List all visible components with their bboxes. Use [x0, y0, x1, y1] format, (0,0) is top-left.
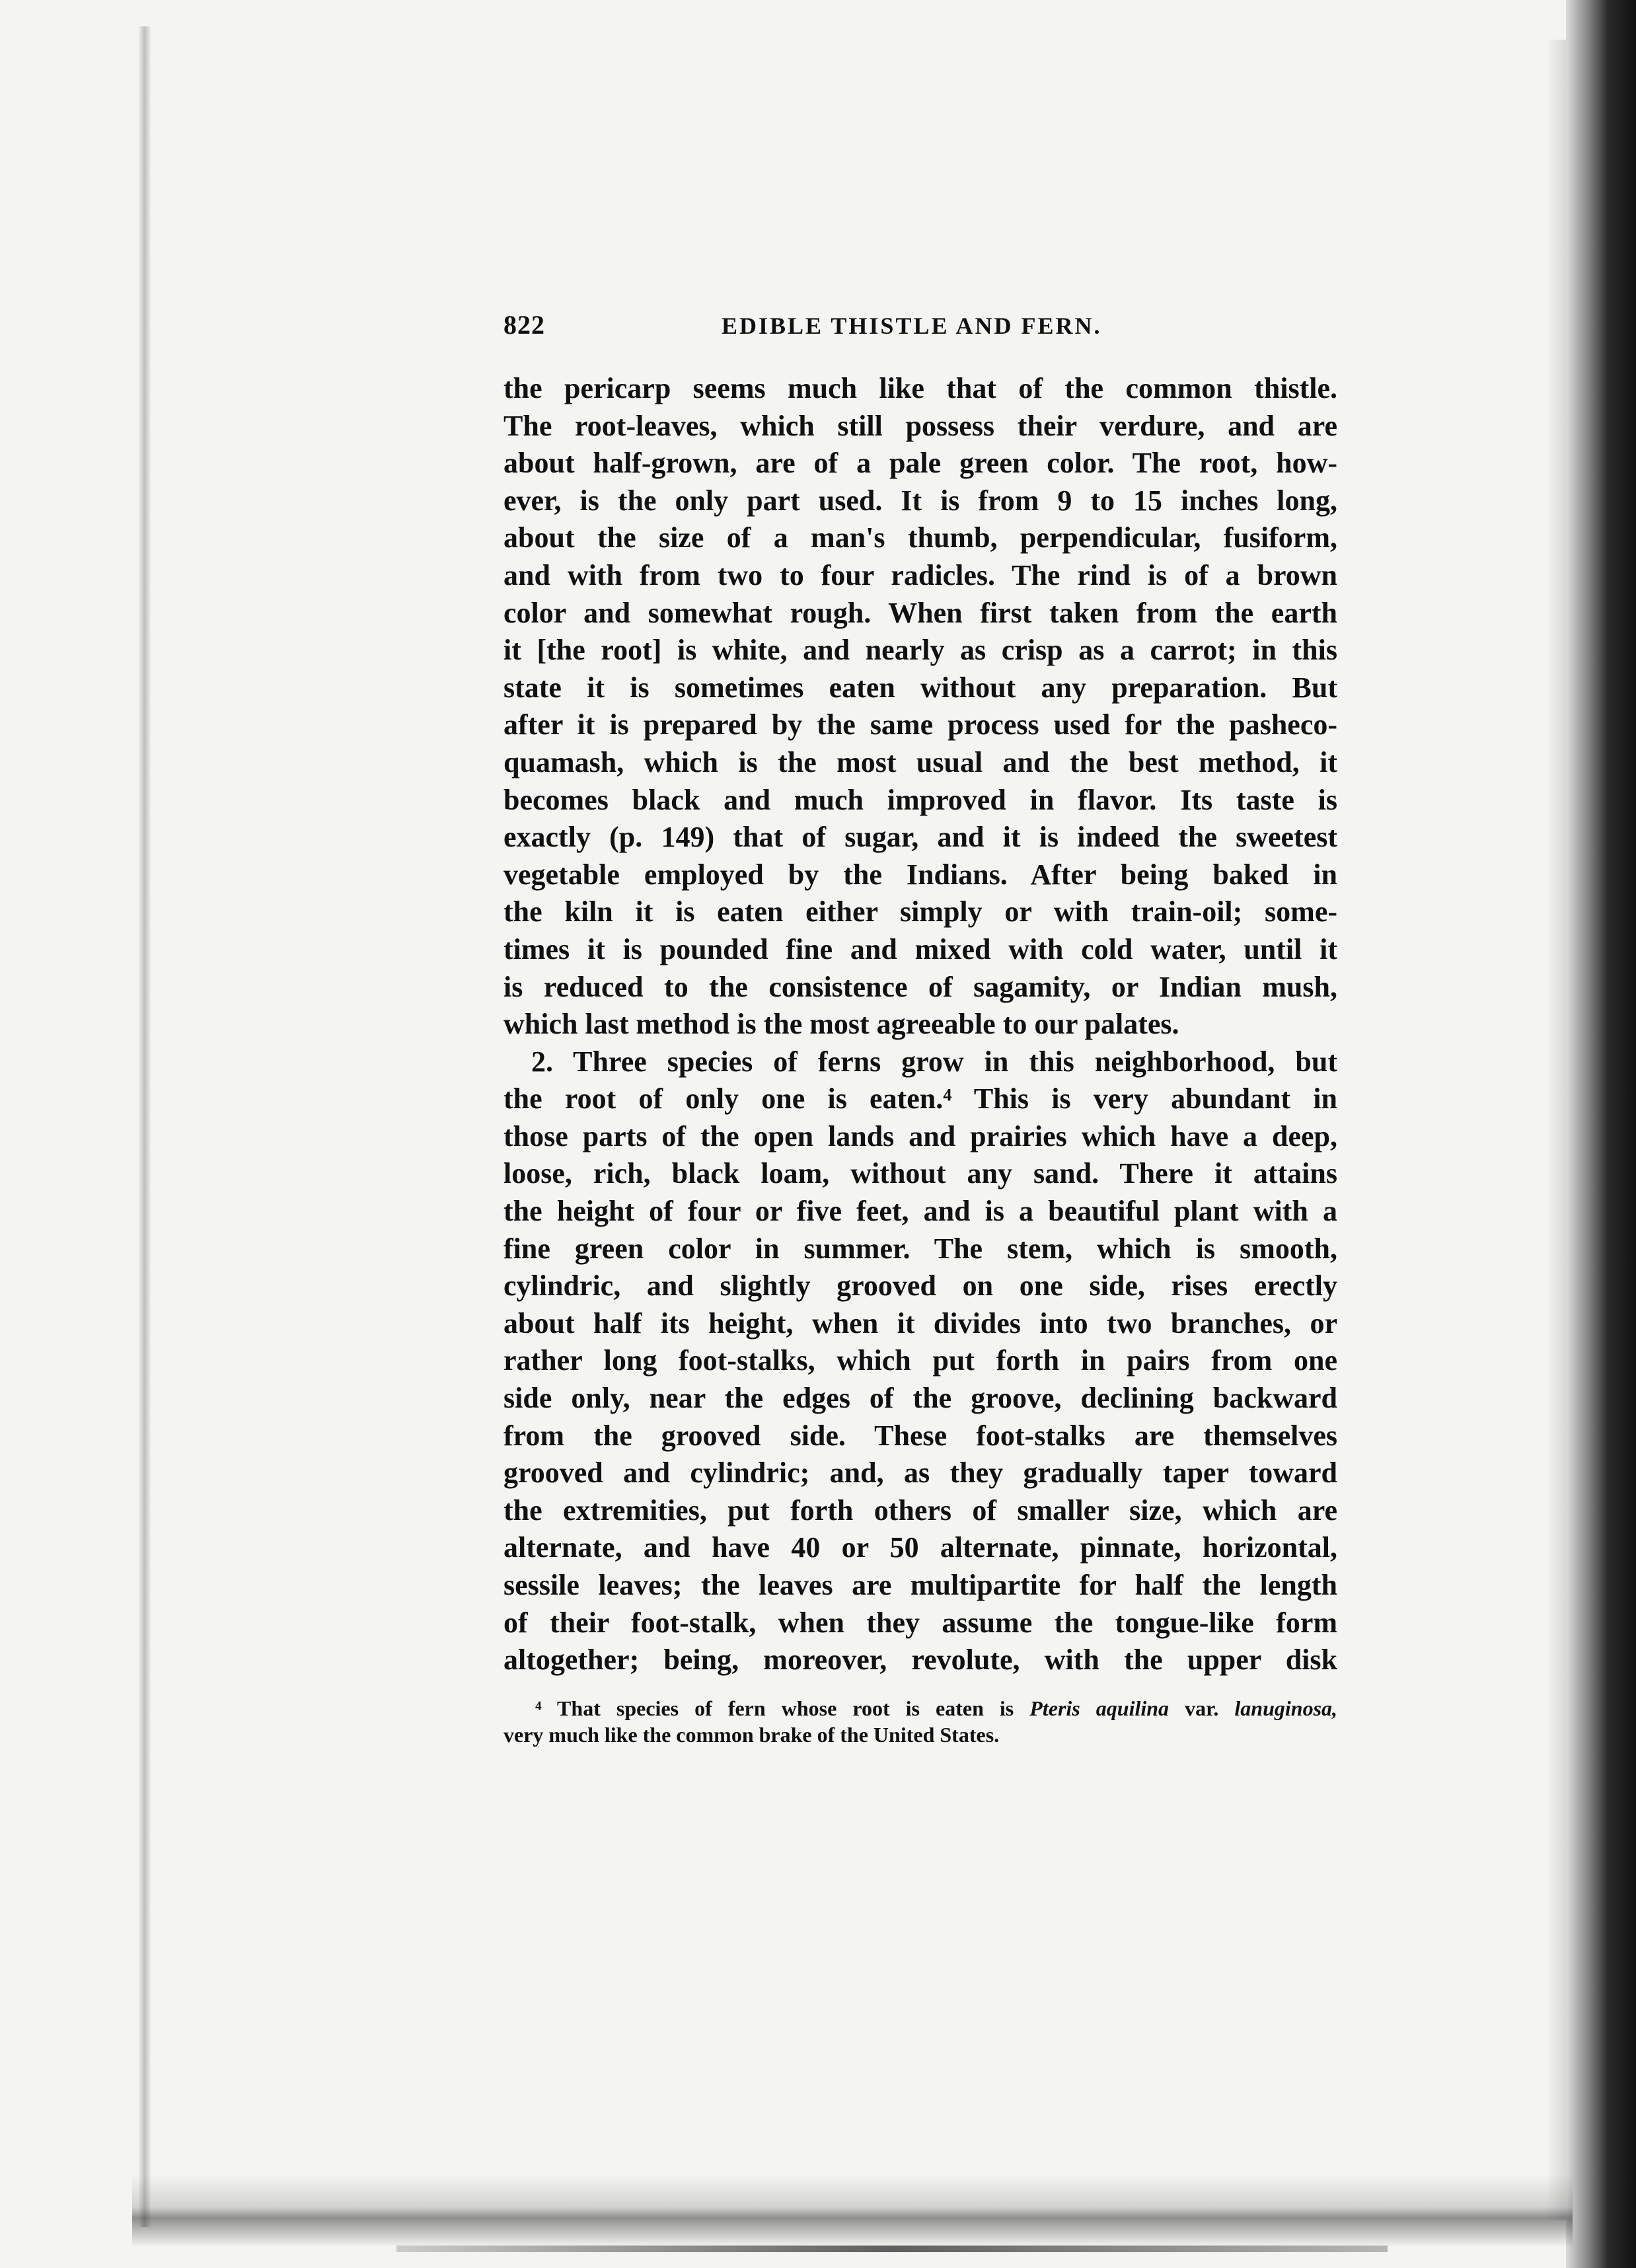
text-line: cylindric, and slightly grooved on one side, rises erectly [503, 1269, 1337, 1303]
text-line: and with from two to four radicles. The rind is of a brown [503, 558, 1337, 591]
right-binding-shadow [1566, 0, 1636, 2268]
text-line: vegetable employed by the Indians. After being baked in [503, 858, 1337, 891]
text-line: is reduced to the consistence of sagamity, or Indian mush, [503, 970, 1337, 1003]
text-line: the kiln it is eaten either simply or with train-oil; some- [503, 895, 1337, 928]
text-line: from the grooved side. These foot-stalks are themselves [503, 1419, 1337, 1452]
footnote [503, 1695, 1337, 1748]
text-line: quamash, which is the most usual and the best method, it [503, 745, 1337, 778]
footnote-variety-name: lanuginosa, [1234, 1696, 1338, 1720]
text-line: altogether; being, moreover, revolute, with the upper disk [503, 1644, 1337, 1677]
footnote-text: ⁴ That species of fern whose root is eaten is [535, 1696, 1030, 1720]
text-line: about half-grown, are of a pale green color. The root, how- [503, 447, 1337, 480]
right-page-curl [1546, 40, 1569, 2220]
text-line: loose, rich, black loam, without any sand. There it attains [503, 1157, 1337, 1190]
text-line: becomes black and much improved in flavor. Its taste is [503, 783, 1337, 816]
bottom-page-edge [132, 2174, 1573, 2247]
footnote-text: var. [1169, 1696, 1235, 1720]
text-line: it [the root] is white, and nearly as crisp as a carrot; in this [503, 634, 1337, 667]
text-line: grooved and cylindric; and, as they gradually taper toward [503, 1456, 1337, 1490]
text-line: the root of only one is eaten.⁴ This is very abundant in [503, 1082, 1337, 1115]
bottom-scan-line [396, 2246, 1388, 2252]
text-line: fine green color in summer. The stem, which is smooth, [503, 1232, 1337, 1265]
text-line: those parts of the open lands and prairies which have a deep, [503, 1119, 1337, 1153]
page-number: 822 [503, 310, 545, 340]
page-header [503, 309, 1337, 349]
text-line: rather long foot-stalks, which put forth in pairs from one [503, 1344, 1337, 1377]
text-line: the pericarp seems much like that of the common thistle. [503, 372, 1337, 404]
left-page-edge [139, 26, 151, 2227]
text-line: sessile leaves; the leaves are multipartite for half the length [503, 1569, 1337, 1601]
text-line: about the size of a man's thumb, perpendicular, fusiform, [503, 521, 1337, 554]
text-line: side only, near the edges of the groove, declining backward [503, 1382, 1337, 1415]
text-line: 2. Three species of ferns grow in this neighborhood, but [531, 1045, 1337, 1078]
text-line: times it is pounded fine and mixed with cold water, until it [503, 932, 1337, 965]
text-line: of their foot-stalk, when they assume the tongue-like form [503, 1606, 1337, 1639]
footnote-line [503, 1695, 1337, 1721]
text-line: exactly (p. 149) that of sugar, and it is indeed the sweetest [503, 821, 1337, 854]
running-head: EDIBLE THISTLE AND FERN. [722, 313, 1102, 339]
footnote-line: very much like the common brake of the United States. [503, 1723, 1000, 1747]
text-line: which last method is the most agreeable to our palates. [503, 1008, 1179, 1041]
text-line: about half its height, when it divides into two branches, or [503, 1306, 1337, 1340]
text-line: The root-leaves, which still possess their verdure, and are [503, 409, 1337, 442]
text-line: the extremities, put forth others of smaller size, which are [503, 1493, 1337, 1527]
text-line: ever, is the only part used. It is from 9 to 15 inches long, [503, 484, 1337, 517]
footnote-species-name: Pteris aquilina [1029, 1696, 1170, 1720]
text-line: the height of four or five feet, and is a beautiful plant with a [503, 1195, 1337, 1228]
text-line: color and somewhat rough. When first taken from the earth [503, 596, 1337, 629]
text-line: alternate, and have 40 or 50 alternate, pinnate, horizontal, [503, 1531, 1337, 1564]
text-line: state it is sometimes eaten without any preparation. But [503, 671, 1337, 704]
text-line: after it is prepared by the same process used for the pasheco- [503, 708, 1337, 741]
body-text [503, 370, 1337, 1679]
